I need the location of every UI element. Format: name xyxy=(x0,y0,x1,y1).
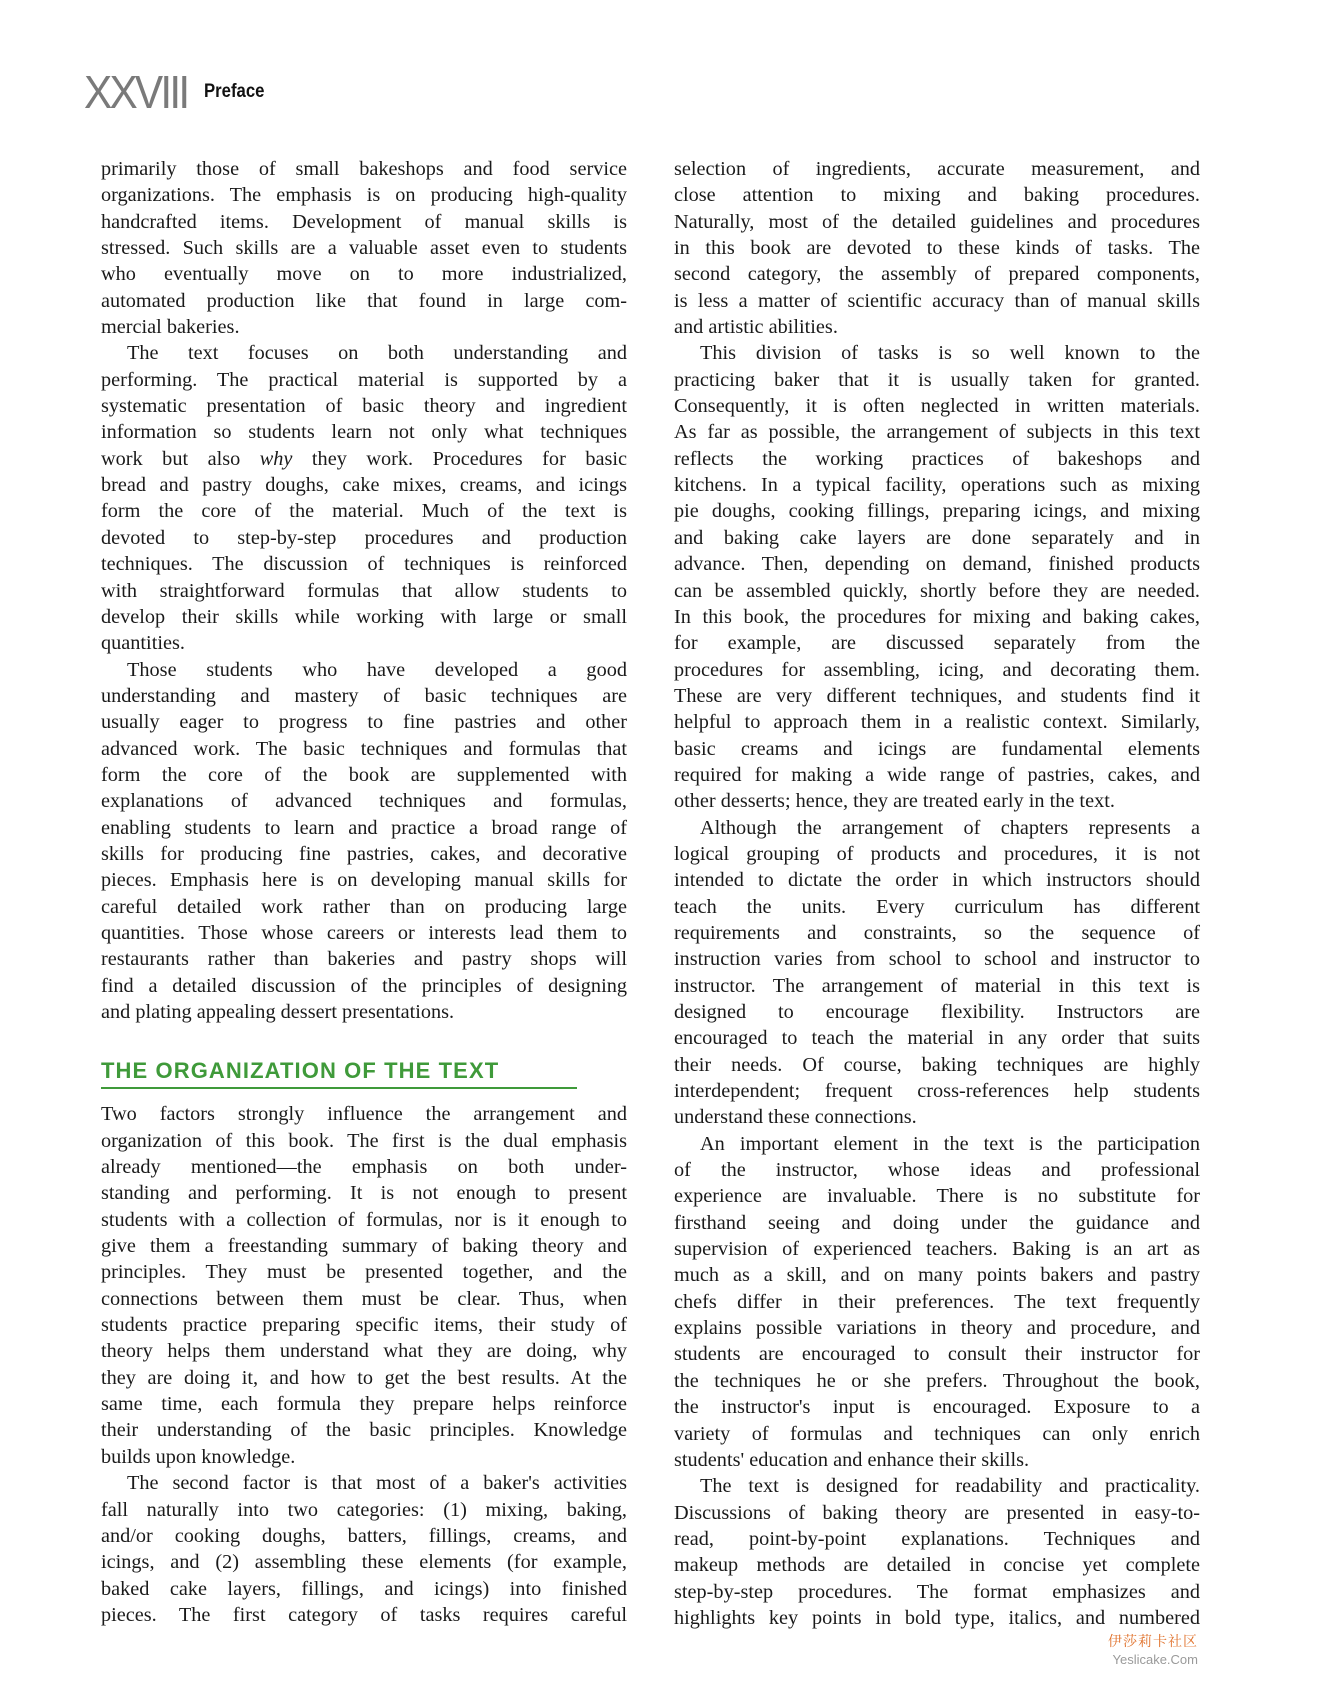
text-line: is less a matter of scientific accuracy than of manual skills xyxy=(674,289,1200,312)
text-line: information so students learn not only what techniques xyxy=(101,421,627,444)
section-heading-text: THE ORGANIZATION OF THE TEXT xyxy=(101,1058,500,1084)
text-line: intended to dictate the order in which instructors should xyxy=(674,869,1200,892)
text-line: advance. Then, depending on demand, finished products xyxy=(674,553,1200,576)
text-line: form the core of the material. Much of the text is xyxy=(101,500,627,523)
left-paragraphs-after-heading xyxy=(101,1101,627,1628)
paragraph xyxy=(674,1473,1200,1631)
page-number: XXVIII xyxy=(84,66,188,118)
text-line: logical grouping of products and procedures, it is not xyxy=(674,842,1200,865)
text-line: and artistic abilities. xyxy=(674,316,838,339)
text-line: automated production like that found in large com- xyxy=(101,289,627,312)
text-line: organization of this book. The first is the dual emphasis xyxy=(101,1129,627,1152)
text-line: students' education and enhance their skills. xyxy=(674,1448,1030,1471)
text-line: techniques. The discussion of techniques is reinforced xyxy=(101,553,627,576)
text-line: read, point-by-point explanations. Techniques and xyxy=(674,1527,1200,1550)
text-line: organizations. The emphasis is on producing high-quality xyxy=(101,184,627,207)
text-line: Naturally, most of the detailed guidelines and procedures xyxy=(674,210,1200,233)
text-line: Two factors strongly influence the arrangement and xyxy=(101,1103,627,1126)
text-line: skills for producing fine pastries, cakes, and decorative xyxy=(101,842,627,865)
text-line: In this book, the procedures for mixing and baking cakes, xyxy=(674,605,1200,628)
text-line: performing. The practical material is supported by a xyxy=(101,368,627,391)
text-line: devoted to step-by-step procedures and production xyxy=(101,526,627,549)
text-line: requirements and constraints, so the sequence of xyxy=(674,921,1200,944)
text-line: As far as possible, the arrangement of subjects in this text xyxy=(674,421,1200,444)
text-line: with straightforward formulas that allow students to xyxy=(101,579,627,602)
text-line: kitchens. In a typical facility, operations such as mixing xyxy=(674,474,1200,497)
text-line: designed to encourage flexibility. Instructors are xyxy=(674,1001,1200,1023)
text-line: icings, and (2) assembling these elements (for example, xyxy=(101,1551,627,1574)
text-line: usually eager to progress to fine pastries and other xyxy=(101,711,627,734)
text-line: students are encouraged to consult their instructor for xyxy=(674,1343,1200,1366)
text-line: pieces. The first category of tasks requires careful xyxy=(101,1603,627,1626)
left-column xyxy=(101,156,627,1628)
text-line: variety of formulas and techniques can only enrich xyxy=(674,1422,1200,1445)
text-line: can be assembled quickly, shortly before they are needed. xyxy=(674,579,1200,602)
text-line: connections between them must be clear. Thus, when xyxy=(101,1287,627,1310)
text-line: give them a freestanding summary of baking theory and xyxy=(101,1235,627,1258)
watermark-chinese: 伊莎莉卡社区 xyxy=(1108,1634,1198,1650)
watermark-english: Yeslicake.Com xyxy=(1112,1652,1198,1667)
text-line: makeup methods are detailed in concise yet complete xyxy=(674,1554,1200,1577)
text-line: Those students who have developed a good xyxy=(127,658,627,681)
paragraph xyxy=(101,156,627,340)
text-line: experience are invaluable. There is no substitute for xyxy=(674,1185,1200,1208)
paragraph xyxy=(674,815,1200,1131)
text-line: basic creams and icings are fundamental elements xyxy=(674,737,1200,760)
text-line: the instructor's input is encouraged. Exposure to a xyxy=(674,1396,1200,1419)
text-line: careful detailed work rather than on producing large xyxy=(101,895,627,918)
text-line: pieces. Emphasis here is on developing manual skills for xyxy=(101,869,627,892)
text-line: and plating appealing dessert presentations. xyxy=(101,1001,455,1023)
text-line: The text is designed for readability and practicality. xyxy=(700,1475,1200,1498)
text-line: for example, are discussed separately from the xyxy=(674,632,1200,655)
text-line: quantities. Those whose careers or interests lead them to xyxy=(101,921,627,944)
text-line: of the instructor, whose ideas and professional xyxy=(674,1159,1200,1182)
text-line: their understanding of the basic principles. Knowledge xyxy=(101,1419,627,1442)
text-line: form the core of the book are supplemented with xyxy=(101,763,627,786)
text-line: interdependent; frequent cross-references help students xyxy=(674,1080,1200,1103)
text-line: much as a skill, and on many points bakers and pastry xyxy=(674,1264,1200,1287)
text-line: develop their skills while working with large or small xyxy=(101,605,627,628)
text-line: mercial bakeries. xyxy=(101,316,240,339)
text-line: other desserts; hence, they are treated early in the text. xyxy=(674,790,1115,813)
running-head: Preface xyxy=(204,81,265,102)
text-line: close attention to mixing and baking procedures. xyxy=(674,184,1200,207)
text-line: encouraged to teach the material in any order that suits xyxy=(674,1027,1200,1050)
text-line: supervision of experienced teachers. Baking is an art as xyxy=(674,1238,1200,1261)
text-line: in this book are devoted to these kinds of tasks. The xyxy=(674,237,1200,260)
text-line: explanations of advanced techniques and formulas, xyxy=(101,790,627,813)
paragraph xyxy=(674,340,1200,814)
text-line: helpful to approach them in a realistic context. Similarly, xyxy=(674,711,1200,734)
text-line: quantities. xyxy=(101,632,185,655)
text-line: and baking cake layers are done separately and in xyxy=(674,526,1200,549)
heading-gap xyxy=(101,1094,627,1101)
text-line: instruction varies from school to school and instructor to xyxy=(674,948,1200,971)
text-line: students practice preparing specific items, their study of xyxy=(101,1314,627,1337)
text-line: they are doing it, and how to get the best results. At the xyxy=(101,1366,627,1389)
text-line: An important element in the text is the participation xyxy=(700,1132,1200,1155)
text-line: instructor. The arrangement of material in this text is xyxy=(674,974,1200,997)
text-line: primarily those of small bakeshops and food service xyxy=(101,158,627,180)
paragraph xyxy=(101,1470,627,1628)
paragraph xyxy=(101,657,627,1026)
text-line: Discussions of baking theory are presented in easy-to- xyxy=(674,1501,1200,1524)
text-line: builds upon knowledge. xyxy=(101,1445,296,1468)
text-line: Although the arrangement of chapters represents a xyxy=(700,816,1200,839)
text-line: their needs. Of course, baking techniques are highly xyxy=(674,1053,1200,1076)
text-line: reflects the working practices of bakeshops and xyxy=(674,447,1200,470)
text-line: bread and pastry doughs, cake mixes, creams, and icings xyxy=(101,474,627,497)
text-line: The text focuses on both understanding and xyxy=(127,342,627,365)
text-line: principles. They must be presented together, and the xyxy=(101,1261,627,1284)
text-line: This division of tasks is so well known to the xyxy=(700,342,1200,365)
text-line: teach the units. Every curriculum has different xyxy=(674,895,1200,918)
text-line: work but also why they work. Procedures for basic xyxy=(101,447,627,470)
right-paragraphs xyxy=(674,156,1200,1631)
text-line: second category, the assembly of prepared components, xyxy=(674,263,1200,286)
text-line: chefs differ in their preferences. The text frequently xyxy=(674,1290,1200,1313)
text-line: enabling students to learn and practice a broad range of xyxy=(101,816,627,839)
watermark xyxy=(1108,1633,1198,1669)
text-line: same time, each formula they prepare helps reinforce xyxy=(101,1393,627,1416)
text-line: standing and performing. It is not enough to present xyxy=(101,1182,627,1205)
text-line: firsthand seeing and doing under the guidance and xyxy=(674,1211,1200,1234)
text-line: selection of ingredients, accurate measurement, and xyxy=(674,158,1200,180)
text-line: required for making a wide range of pastries, cakes, and xyxy=(674,763,1200,786)
text-line: procedures for assembling, icing, and decorating them. xyxy=(674,658,1200,681)
left-paragraphs-before-heading xyxy=(101,156,627,1025)
text-line: already mentioned—the emphasis on both under- xyxy=(101,1156,627,1179)
text-line: fall naturally into two categories: (1) mixing, baking, xyxy=(101,1498,627,1521)
text-line: Consequently, it is often neglected in written materials. xyxy=(674,395,1200,418)
text-line: understand these connections. xyxy=(674,1106,917,1129)
paragraph xyxy=(674,1131,1200,1473)
section-heading-rule xyxy=(101,1087,577,1089)
text-line: The second factor is that most of a baker's activities xyxy=(127,1472,627,1495)
text-line: advanced work. The basic techniques and formulas that xyxy=(101,737,627,760)
text-line: students with a collection of formulas, nor is it enough to xyxy=(101,1208,627,1231)
text-line: pie doughs, cooking fillings, preparing icings, and mixing xyxy=(674,500,1200,523)
text-line: and/or cooking doughs, batters, fillings, creams, and xyxy=(101,1524,627,1547)
paragraph xyxy=(674,156,1200,340)
text-line: stressed. Such skills are a valuable asset even to students xyxy=(101,237,627,260)
text-line: baked cake layers, fillings, and icings) into finished xyxy=(101,1577,627,1600)
text-line: who eventually move on to more industrialized, xyxy=(101,263,627,286)
page-header xyxy=(84,66,273,118)
text-line: find a detailed discussion of the principles of designing xyxy=(101,974,627,997)
text-line: explains possible variations in theory and procedure, and xyxy=(674,1317,1200,1340)
text-line: understanding and mastery of basic techniques are xyxy=(101,684,627,707)
text-line: systematic presentation of basic theory and ingredient xyxy=(101,395,627,418)
text-line: These are very different techniques, and students find it xyxy=(674,684,1200,707)
text-line: highlights key points in bold type, italics, and numbered xyxy=(674,1606,1200,1629)
right-column xyxy=(674,156,1200,1631)
paragraph xyxy=(101,340,627,656)
section-heading xyxy=(101,1058,627,1094)
text-line: the techniques he or she prefers. Throughout the book, xyxy=(674,1369,1200,1392)
text-line: restaurants rather than bakeries and pastry shops will xyxy=(101,948,627,971)
text-line: handcrafted items. Development of manual skills is xyxy=(101,210,627,233)
text-line: step-by-step procedures. The format emphasizes and xyxy=(674,1580,1200,1603)
text-line: theory helps them understand what they are doing, why xyxy=(101,1340,627,1363)
text-line: practicing baker that it is usually taken for granted. xyxy=(674,368,1200,391)
paragraph xyxy=(101,1101,627,1470)
